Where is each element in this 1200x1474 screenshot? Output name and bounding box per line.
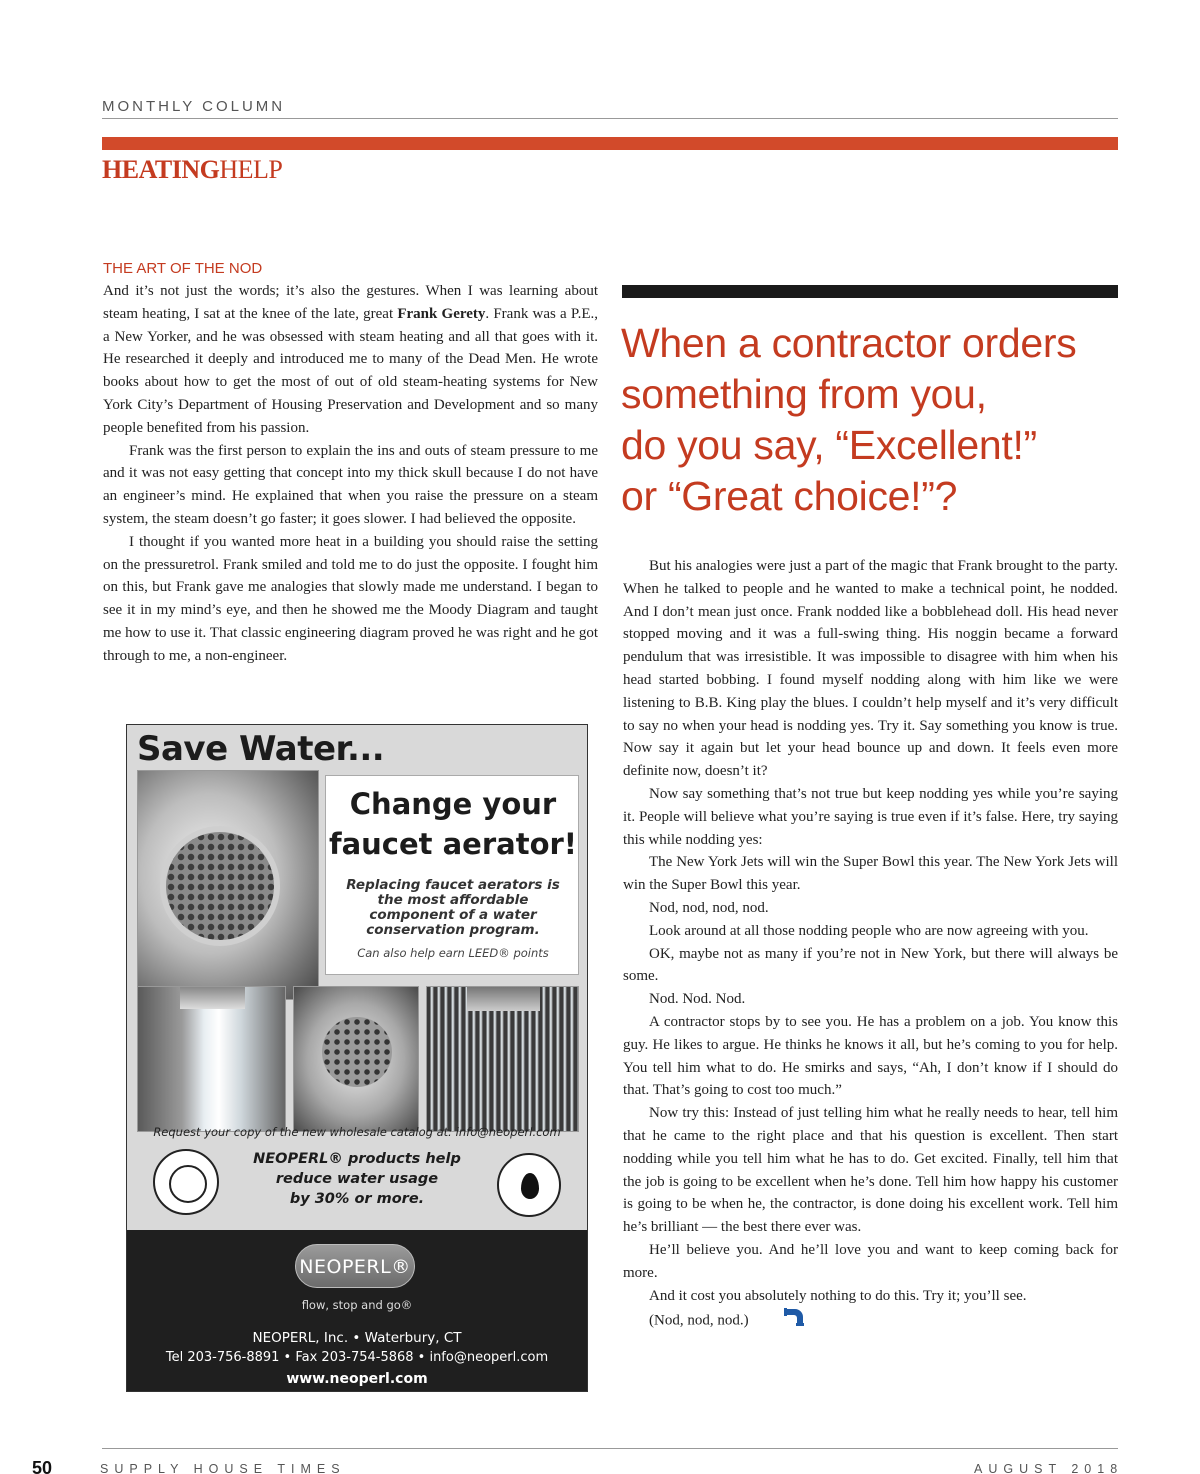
ad-message-box: [325, 775, 579, 975]
column-title-bold: HEATING: [102, 155, 220, 184]
right-paragraph: But his analogies were just a part of the magic that Frank brought to the party. When he talked to people and he wanted to make a technical point, he nodded. And I don’t mean just once. Frank nodded like a bobblehead doll. His head never stopped moving and it was a full-swing thing. His noggin became a forward pendulum that was irresistible. It was impossible to disagree with him when his head started bobbing. I found myself nodding along with him like we were listening to B.B. King play the blues. I couldn’t help myself and it’s very difficult to say no when your head is nodding yes. Try it. Say something you know is true. Now say it again but let your head bounce up and down. It feels even more definite now, doesn’t it?: [623, 558, 1118, 780]
ad-box-body: Replacing faucet aerators is the most affordable component of a water conservation program.: [346, 877, 560, 938]
pullquote-bar: [622, 285, 1118, 298]
left-paragraph-2: Frank was the first person to explain the ins and outs of steam pressure to me and it was not easy getting that concept into my thick skull because I do not have an engineer’s mind. He explained that when you raise the pressure on a steam system, the steam doesn’t go faster; it goes slower. I had believed the opposite.: [103, 442, 598, 527]
usgbc-member-seal-icon: [153, 1149, 219, 1215]
ad-bottom-panel: [127, 1230, 587, 1392]
ad-company: NEOPERL, Inc. • Waterbury, CT: [252, 1330, 462, 1346]
right-paragraph: Now say something that’s not true but keep nodding yes while you’re saying it. People will believe what you’re saying is true even if it’s false. Here, try saying this while nodding yes:: [623, 785, 1118, 848]
pullquote-line: or “Great choice!”?: [621, 473, 958, 519]
pullquote-line: do you say, “Excellent!”: [621, 422, 1037, 468]
right-paragraph: A contractor stops by to see you. He has a problem on a job. You know this guy. He likes to argue. He thinks he knows it all, but he’s coming to you for help. You tell him what to do. He smirks and says, “Ah, I don’t know if I should do that. That’s going to cost too much.”: [623, 1013, 1118, 1099]
aerator-product-image: [293, 986, 419, 1132]
right-paragraph: The New York Jets will win the Super Bowl this year. The New York Jets will win the Super Bowl this year.: [623, 854, 1118, 894]
right-paragraph: Nod. Nod. Nod.: [649, 991, 746, 1008]
right-paragraph: OK, maybe not as many if you’re not in New York, but there will always be some.: [623, 945, 1118, 985]
faucet-spray-image: [426, 986, 579, 1132]
faucet-stream-image: [137, 986, 286, 1132]
ad-contact: Tel 203-756-8891 • Fax 203-754-5868 • info@neoperl.com: [165, 1350, 549, 1365]
right-paragraph: Now try this: Instead of just telling him what he really needs to hear, tell him that he came to the right place and that his question is excellent. Then start nodding while you tell him what he has to do. Get excited. Finally, tell him that the job is going to be excellent when he’s done. Tell him how happy his customer is going to be when he, the contractor, is done doing his excellent work. Tell him he’s brilliant — the best there ever was.: [623, 1105, 1118, 1236]
accent-bar: [102, 137, 1118, 150]
right-column: [623, 555, 1118, 1335]
right-paragraph-last: (Nod, nod, nod.): [623, 1307, 1118, 1335]
issue-date: AUGUST 2018: [974, 1462, 1124, 1474]
ad-headline: Save Water...: [137, 729, 385, 769]
page-number: 50: [32, 1458, 53, 1474]
neoperl-advertisement: [126, 724, 588, 1392]
right-paragraph: And it cost you absolutely nothing to do this. Try it; you’ll see.: [649, 1287, 1027, 1304]
kicker-divider: [102, 118, 1118, 119]
ad-box-title: Change your faucet aerator!: [328, 787, 578, 861]
section-subhead: THE ART OF THE NOD: [103, 260, 263, 277]
ad-website-link[interactable]: www.neoperl.com: [286, 1371, 428, 1387]
column-kicker: MONTHLY COLUMN: [102, 98, 286, 115]
left-column: [103, 258, 598, 668]
pullquote: [621, 318, 1118, 522]
pullquote-line: something from you,: [621, 371, 987, 417]
right-paragraph: Look around at all those nodding people who are now agreeing with you.: [649, 922, 1089, 939]
pipe-elbow-icon: [757, 1307, 805, 1335]
left-paragraph-1: And it’s not just the words; it’s also the gestures. When I was learning about steam heating, I sat at the knee of the late, great Frank Gerety. Frank was a P.E., a New Yorker, and he was obsessed with steam heating and all that goes with it. He researched it deeply and introduced me to many of the Dead Men. He wrote books about how to get the most of out of old steam-heating systems for New York City’s Department of Housing Preservation and Development and so many people benefited from his passion.: [103, 283, 598, 436]
right-paragraph: Nod, nod, nod, nod.: [649, 899, 769, 916]
pullquote-line: When a contractor orders: [621, 320, 1077, 366]
ad-tagline: flow, stop and go®: [301, 1298, 413, 1312]
ad-products-claim: NEOPERL® products help reduce water usage by 30% or more.: [253, 1151, 461, 1207]
right-paragraph: He’ll believe you. And he’ll love you and want to keep coming back for more.: [623, 1241, 1118, 1281]
catalog-note: Request your copy of the new wholesale catalog at: info@neoperl.com: [153, 1125, 561, 1139]
footer-divider: [102, 1448, 1118, 1449]
ad-top-panel: [127, 725, 587, 1230]
left-paragraph-3: I thought if you wanted more heat in a building you should raise the setting on the pressuretrol. Frank smiled and told me to do just the opposite. I fought him on this, but Frank gave me analogies that slowly made me understand. I began to see it in my mind’s eye, and then he showed me the Moody Diagram and taught me how to use it. That classic engineering diagram proved he was right and he got through to me, a non-engineer.: [103, 533, 598, 664]
aerator-closeup-image: [137, 770, 319, 1000]
leed-note: Can also help earn LEED® points: [357, 946, 549, 960]
neoperl-logo: NEOPERL®: [295, 1244, 415, 1288]
publication-name: SUPPLY HOUSE TIMES: [100, 1462, 346, 1474]
column-title-light: HELP: [219, 155, 283, 184]
person-name: Frank Gerety: [397, 305, 486, 322]
watersense-logo-icon: [497, 1153, 561, 1217]
column-title: [102, 155, 282, 185]
